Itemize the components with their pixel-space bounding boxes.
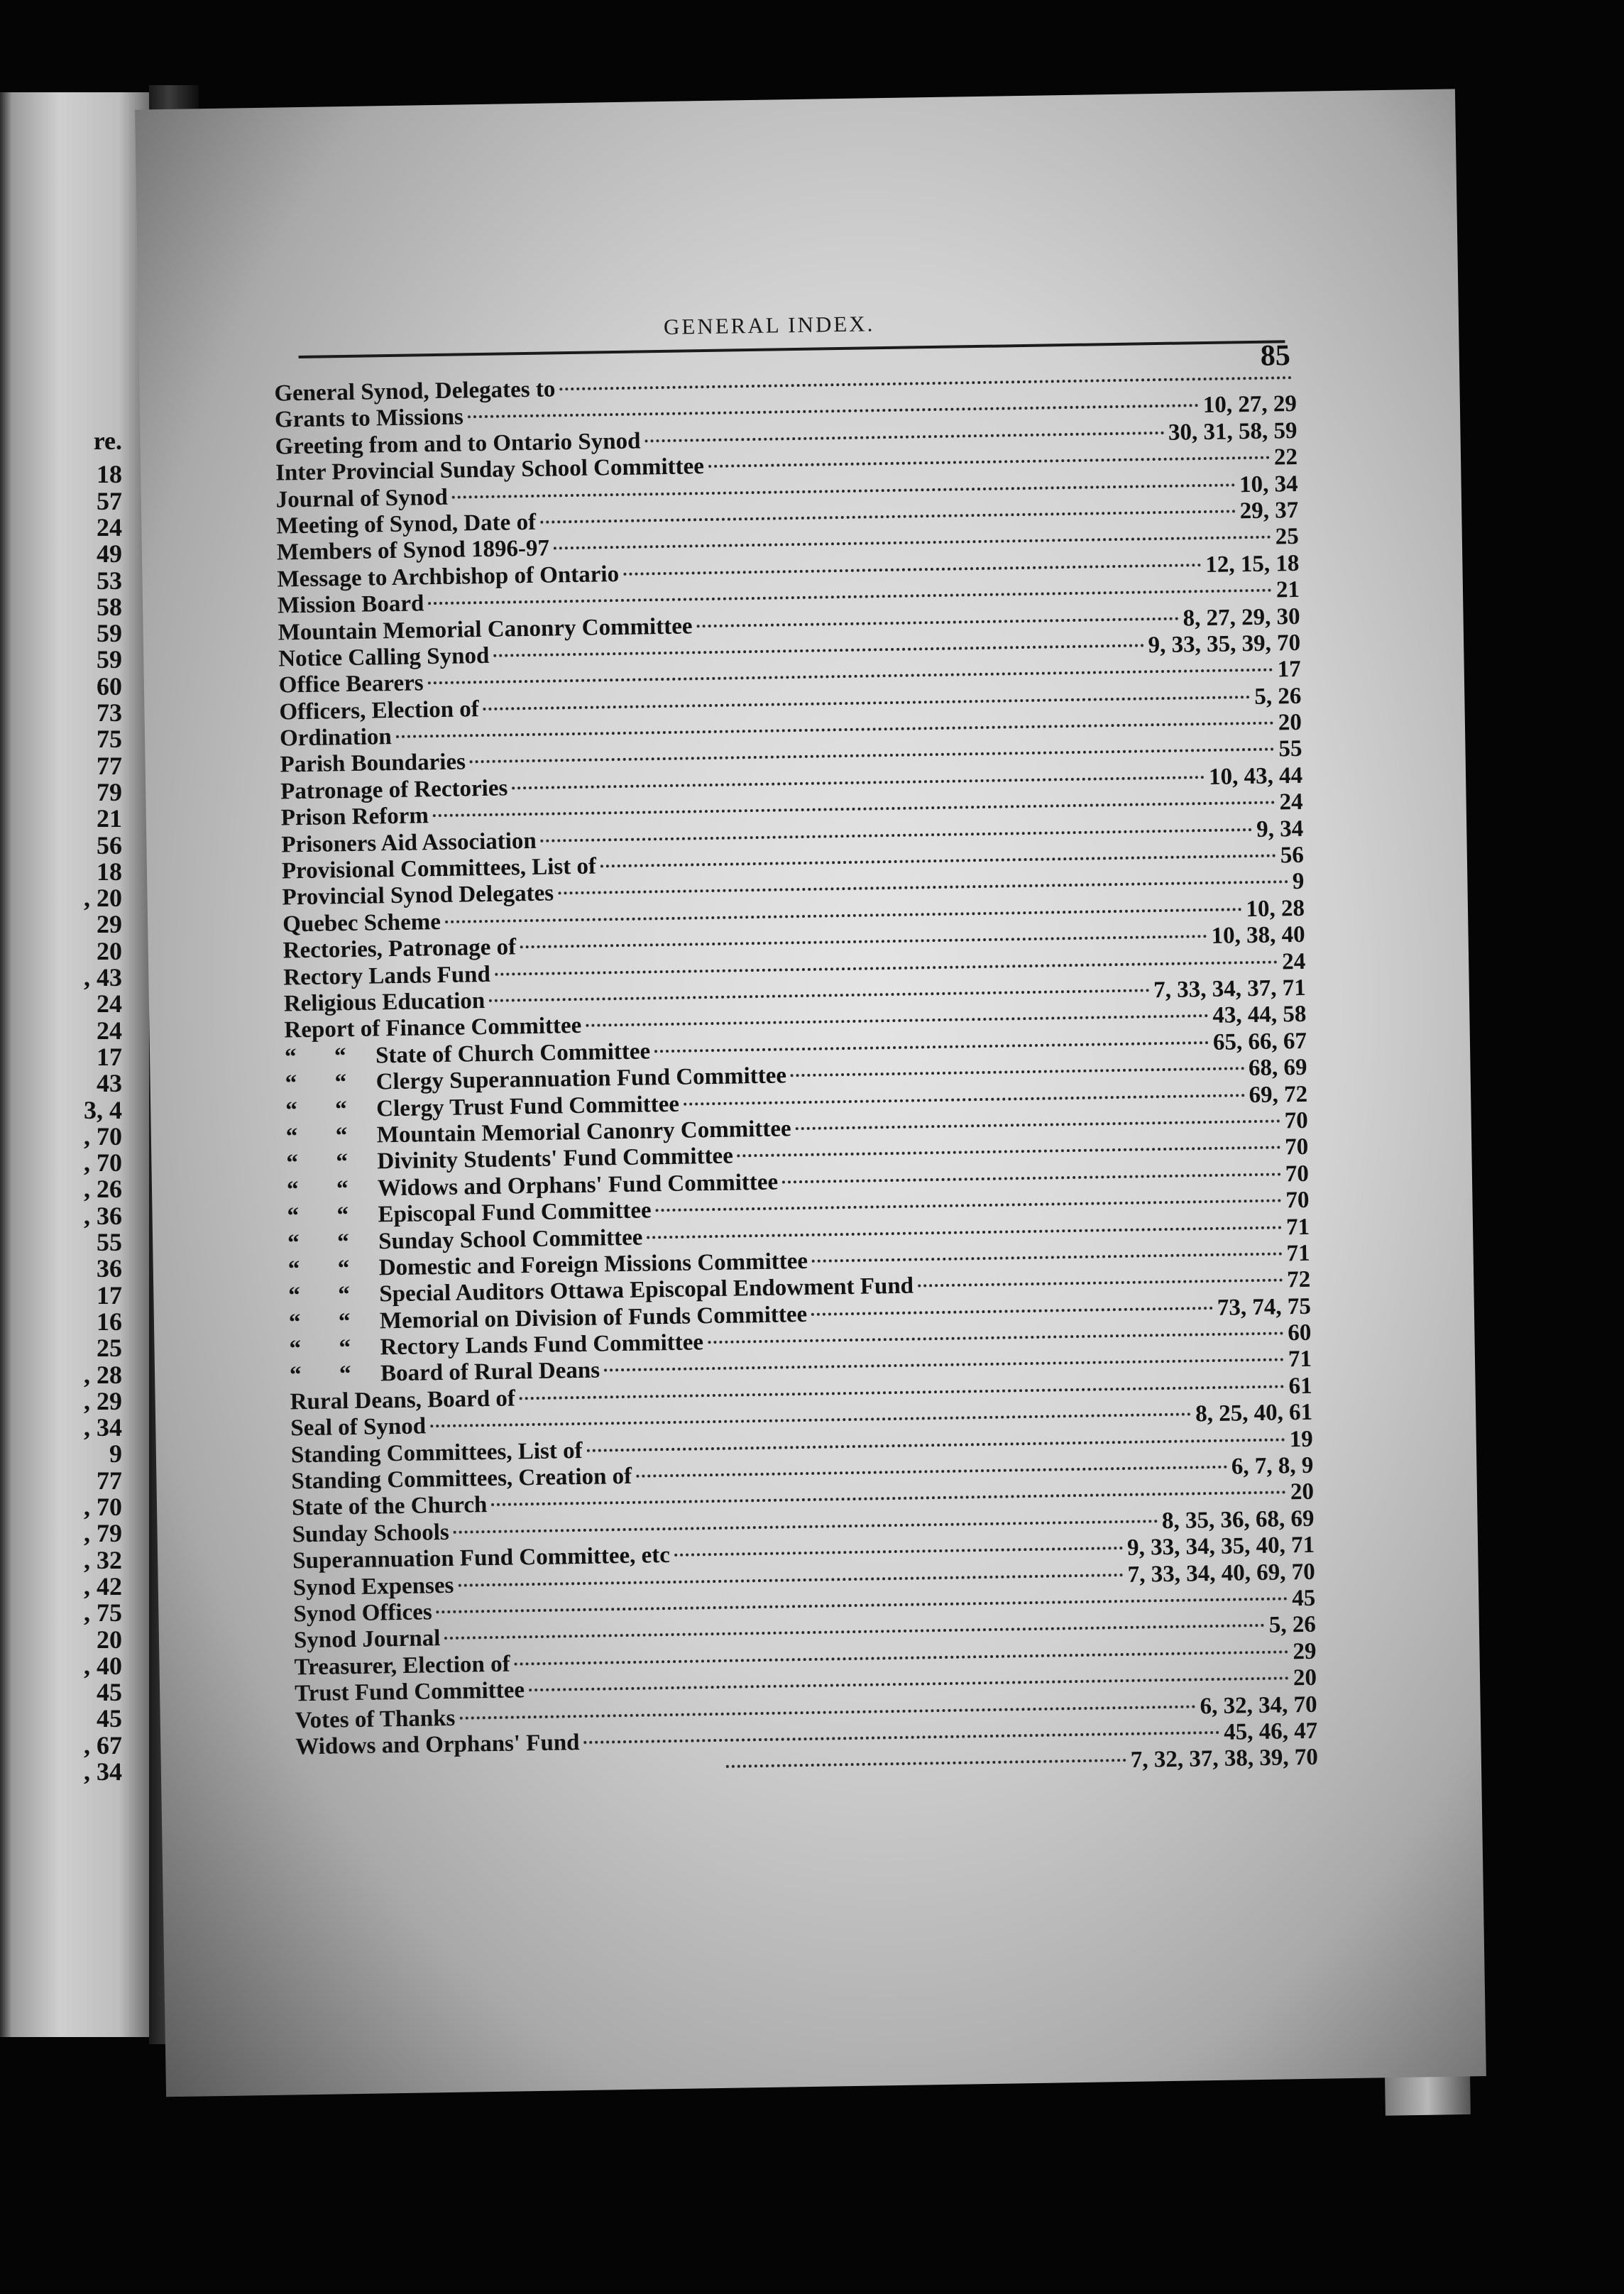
ditto-mark: “ [338,1282,351,1308]
left-page-fragment: 59 [97,645,122,674]
left-page-fragment: 55 [97,1228,122,1256]
left-page-fragment: , 70 [84,1121,122,1151]
left-page-fragment: 24 [97,1016,122,1045]
entry-topic: Divinity Students' Fund Committee [377,1143,734,1175]
index-page [135,89,1486,2097]
dot-leader [583,1731,1219,1744]
entry-topic: Votes of Thanks [295,1705,456,1733]
entry-topic: Inter Provincial Sunday School Committee [275,454,705,486]
entry-pages: 71 [1286,1240,1310,1267]
entry-topic: Seal of Synod [290,1413,427,1442]
entry-pages: 55 [1278,736,1302,762]
left-page-fragment: , 79 [84,1519,122,1548]
left-page-fragment: , 75 [84,1598,122,1628]
dot-leader [554,536,1271,550]
entry-topic: Quebec Scheme [282,909,441,938]
ditto-mark: “ [288,1309,301,1336]
continuation-indent [296,1774,722,1780]
entry-topic: Synod Expenses [292,1572,454,1601]
entry-topic: Mountain Memorial Canonry Committee [278,613,693,646]
left-page-fragment: 20 [97,1625,122,1654]
entry-topic: Prison Reform [280,803,429,831]
entry-topic: Sunday Schools [292,1519,449,1548]
left-page-fragment: 21 [97,804,122,833]
dot-leader [559,376,1292,390]
left-page-fragment: , 67 [84,1730,122,1760]
dot-leader [458,1574,1123,1587]
left-page-fragment: , 34 [84,1413,122,1442]
entry-topic: Prisoners Aid Association [281,828,537,858]
left-page-fragment: , 42 [84,1571,122,1601]
entry-pages: 72 [1286,1267,1311,1293]
dot-leader [811,1307,1213,1316]
entry-topic: Clergy Trust Fund Committee [375,1091,680,1121]
left-page-fragment: , 29 [84,1386,122,1415]
entry-topic: Episcopal Fund Committee [378,1197,652,1228]
left-page-fragment: , 34 [84,1757,122,1786]
left-page-fragment: 60 [97,671,122,701]
left-page-fragment: 57 [97,486,122,515]
entry-pages: 30, 31, 58, 59 [1168,417,1297,446]
left-page-fragment: 17 [97,1042,122,1071]
entry-topic: Board of Rural Deans [380,1357,600,1387]
entry-topic: Rectories, Patronage of [282,934,517,964]
entry-pages: 8, 25, 40, 61 [1195,1400,1313,1427]
left-page-fragment: , 70 [84,1493,122,1521]
ditto-mark: “ [286,1176,299,1203]
entry-pages: 43, 44, 58 [1212,1001,1307,1029]
dot-leader [623,564,1201,576]
running-head: GENERAL INDEX. [663,311,875,339]
dot-leader [604,1359,1284,1372]
ditto-mark: “ [287,1203,300,1229]
dot-leader [636,1466,1227,1478]
entry-topic: Meeting of Synod, Date of [276,509,537,539]
dot-leader [491,1491,1286,1507]
left-page-fragment: , 70 [84,1148,122,1178]
entry-pages: 10, 28 [1246,895,1305,922]
left-page-fragment: 18 [97,460,122,489]
entry-topic: Standing Committees, Creation of [291,1463,632,1495]
entry-pages: 12, 15, 18 [1205,550,1300,578]
ditto-mark: “ [288,1283,301,1309]
ditto-mark: “ [339,1335,351,1361]
left-page-fragment: 56 [97,830,122,860]
entry-pages: 71 [1288,1346,1312,1373]
ditto-mark: “ [336,1229,349,1255]
entry-topic: Notice Calling Synod [278,642,490,672]
dot-leader [459,1705,1195,1719]
entry-pages: 9, 33, 34, 35, 40, 71 [1126,1532,1315,1562]
left-facing-page [0,92,149,2037]
ditto-mark: “ [336,1175,349,1202]
dot-leader [796,1119,1280,1130]
entry-topic: Mountain Memorial Canonry Committee [376,1116,791,1148]
ditto-mark: “ [338,1308,351,1334]
dot-leader [515,1650,1289,1665]
entry-topic: General Synod, Delegates to [274,376,556,407]
entry-topic: Clergy Superannuation Fund Committee [375,1063,787,1095]
left-page-fragment: , 28 [84,1360,122,1389]
entry-topic: Mission Board [277,591,424,619]
entry-topic: Report of Finance Committee [284,1013,582,1043]
entry-topic: Rural Deans, Board of [290,1385,516,1415]
dot-leader [468,405,1199,419]
dot-leader [647,1226,1282,1239]
entry-pages: 19 [1289,1426,1314,1452]
left-page-fragment: 73 [97,698,122,727]
entry-topic: Patronage of Rectories [280,775,508,805]
dot-leader [428,669,1273,685]
dot-leader [918,1279,1283,1288]
entry-pages: 10, 27, 29 [1202,391,1297,419]
ditto-mark: “ [287,1256,300,1283]
ditto-mark: “ [336,1202,349,1229]
dot-leader [512,776,1205,789]
entry-pages: 22 [1273,444,1298,471]
left-page-fragment: 49 [97,539,122,569]
dot-leader [396,722,1274,738]
dot-leader [696,617,1178,627]
entry-pages: 70 [1284,1134,1309,1160]
entry-topic: Special Auditors Ottawa Episcopal Endowment Fund [379,1273,914,1307]
entry-topic: Widows and Orphans' Fund Committee [377,1169,779,1202]
entry-topic: Memorial on Division of Funds Committee [379,1301,808,1334]
entry-topic: Officers, Election of [279,696,480,725]
entry-pages: 65, 66, 67 [1212,1028,1307,1055]
left-page-fragment: 3, 4 [84,1095,122,1124]
entry-pages: 17 [1277,657,1301,683]
dot-leader [495,960,1278,975]
entry-pages: 7, 32, 37, 38, 39, 70 [1130,1745,1319,1774]
dot-leader [674,1547,1123,1557]
entry-topic: Provincial Synod Delegates [282,880,554,911]
left-page-fragment: 75 [97,725,122,754]
entry-pages: 29, 37 [1239,497,1299,525]
dot-leader [656,1200,1282,1212]
dot-leader [520,1385,1285,1400]
entry-pages: 45 [1291,1585,1316,1612]
entry-pages: 24 [1281,948,1306,975]
entry-pages: 9 [1292,869,1305,895]
dot-leader [791,1067,1244,1077]
entry-pages: 70 [1285,1160,1310,1187]
left-page-fragment: 79 [97,777,122,806]
entry-topic: Grants to Missions [274,404,464,433]
entry-topic: Religious Education [283,988,485,1017]
entry-pages: 71 [1285,1214,1310,1240]
dot-leader [428,589,1272,605]
dot-leader [541,828,1253,843]
entry-topic: Trust Fund Committee [294,1677,525,1707]
dot-leader [470,748,1275,764]
left-page-fragment: 45 [97,1678,122,1707]
entry-pages: 7, 33, 34, 37, 71 [1153,975,1307,1004]
dot-leader [726,1759,1126,1768]
ditto-mark: “ [285,1097,298,1123]
dot-leader [812,1252,1283,1262]
dot-leader [452,483,1235,498]
dot-leader [520,935,1207,948]
dot-leader [654,1041,1209,1053]
entry-topic: Synod Journal [293,1625,441,1654]
entry-topic: Widows and Orphans' Fund [295,1729,580,1760]
header-rule [299,340,1285,358]
ditto-mark: “ [334,1043,346,1070]
ditto-mark: “ [334,1096,348,1122]
left-page-fragment: , 36 [84,1201,122,1230]
entry-pages: 8, 35, 36, 68, 69 [1161,1505,1315,1534]
entry-pages: 9, 34 [1256,816,1304,843]
ditto-mark: “ [289,1336,302,1362]
left-page-fragment: , 43 [84,963,122,992]
left-page-fragment: , 26 [84,1175,122,1204]
left-page-fragment: 29 [97,910,122,939]
left-page-fragment: 45 [97,1704,122,1733]
entry-topic: Parish Boundaries [280,749,466,778]
entry-topic: Message to Archbishop of Ontario [277,561,620,593]
dot-leader [540,510,1236,523]
left-page-fragment: 59 [97,619,122,648]
ditto-mark: “ [289,1362,302,1388]
ditto-mark: “ [339,1361,351,1388]
entry-topic: Superannuation Fund Committee, etc [292,1542,671,1574]
dot-leader [737,1146,1281,1158]
entry-pages: 6, 32, 34, 70 [1200,1691,1317,1719]
entry-pages: 73, 74, 75 [1217,1293,1312,1321]
dot-leader [644,432,1164,442]
entry-pages: 10, 38, 40 [1211,922,1305,950]
entry-pages: 10, 34 [1239,471,1298,498]
dot-leader [454,1520,1158,1534]
dot-leader [489,989,1149,1002]
entry-pages: 70 [1284,1107,1308,1134]
left-page-fragment: 24 [97,512,122,542]
ditto-mark: “ [335,1123,348,1149]
entry-pages: 60 [1288,1319,1312,1346]
ditto-mark: “ [287,1229,300,1256]
entry-pages: 56 [1280,842,1305,869]
dot-leader [708,1332,1283,1344]
left-page-fragment: 25 [97,1334,122,1363]
ditto-mark: “ [336,1149,349,1175]
entry-pages: 25 [1275,524,1300,550]
ditto-mark: “ [286,1150,299,1176]
entry-pages: 68, 69 [1248,1054,1307,1082]
left-page-fragment: 24 [97,989,122,1019]
entry-topic: Synod Offices [293,1599,432,1628]
entry-pages: 10, 43, 44 [1208,762,1303,790]
entry-topic: Treasurer, Election of [294,1651,510,1681]
entry-topic: Provisional Committees, List of [281,853,597,884]
ditto-mark: “ [285,1070,297,1097]
left-page-fragment: 36 [97,1254,122,1283]
dot-leader [444,1624,1265,1640]
left-page-fragment: 77 [97,1466,122,1495]
dot-leader [430,1413,1191,1428]
entry-topic: Rectory Lands Fund Committee [380,1329,704,1361]
ditto-mark: “ [337,1255,350,1282]
entry-topic: Standing Committees, List of [290,1437,583,1469]
dot-leader [433,801,1275,818]
entry-topic: Journal of Synod [275,484,449,513]
entry-pages: 20 [1293,1664,1317,1691]
left-page-fragment: 18 [97,857,122,886]
ditto-mark: “ [285,1124,298,1150]
left-page-fragment: , 32 [84,1545,122,1574]
entry-pages: 20 [1278,709,1302,736]
entry-pages: 21 [1275,577,1300,603]
entry-pages: 69, 72 [1249,1081,1308,1108]
left-page-fragment: 43 [97,1069,122,1098]
entry-pages: 70 [1285,1187,1310,1214]
dot-leader [558,881,1288,895]
entry-pages: 29 [1293,1638,1317,1664]
dot-leader [586,1014,1208,1027]
left-page-fragment: 17 [97,1280,122,1310]
entry-pages: 8, 27, 29, 30 [1183,603,1300,632]
dot-leader [684,1094,1245,1105]
dot-leader [587,1438,1285,1451]
page-number: 85 [1260,339,1291,373]
dot-leader [445,908,1242,923]
entry-topic: Sunday School Committee [378,1224,643,1254]
left-page-fragment: 16 [97,1307,122,1336]
entry-pages: 9, 33, 35, 39, 70 [1148,630,1301,659]
dot-leader [493,644,1143,657]
entry-topic: Domestic and Foreign Missions Committee [378,1248,808,1281]
entry-topic: State of Church Committee [375,1038,651,1069]
entry-topic: Office Bearers [278,670,424,698]
entry-pages: 45, 46, 47 [1223,1718,1318,1745]
ditto-mark: “ [334,1070,347,1096]
entry-topic: Rectory Lands Fund [283,961,491,991]
dot-leader [437,1597,1288,1613]
dot-leader [782,1173,1281,1183]
ditto-mark: “ [284,1043,297,1070]
dot-leader [483,696,1251,710]
entry-topic: Ordination [279,724,393,752]
left-page-fragment: 20 [97,936,122,965]
entry-pages: 20 [1290,1479,1315,1505]
entry-pages: 24 [1279,789,1303,816]
left-page-fragment: 77 [97,751,122,780]
entry-topic: State of the Church [291,1492,488,1521]
left-page-fragment: 9 [109,1439,122,1469]
left-page-fragment: , 20 [84,884,122,913]
left-page-fragment: , 40 [84,1651,122,1680]
entry-topic: Greeting from and to Ontario Synod [275,428,641,460]
entry-pages: 61 [1288,1373,1312,1400]
index-entries [274,365,1318,1787]
dot-leader [708,456,1270,468]
left-page-fragment: 58 [97,592,122,621]
entry-topic: Members of Synod 1896-97 [276,535,550,566]
entry-pages: 6, 7, 8, 9 [1231,1452,1314,1480]
entry-pages: 5, 26 [1254,683,1302,710]
dot-leader [600,855,1276,868]
entry-pages: 7, 33, 34, 40, 69, 70 [1127,1559,1315,1588]
left-page-fragment: 53 [97,566,122,595]
entry-pages: 5, 26 [1268,1612,1317,1639]
dot-leader [529,1676,1289,1691]
left-page-fragment: re. [93,427,122,455]
